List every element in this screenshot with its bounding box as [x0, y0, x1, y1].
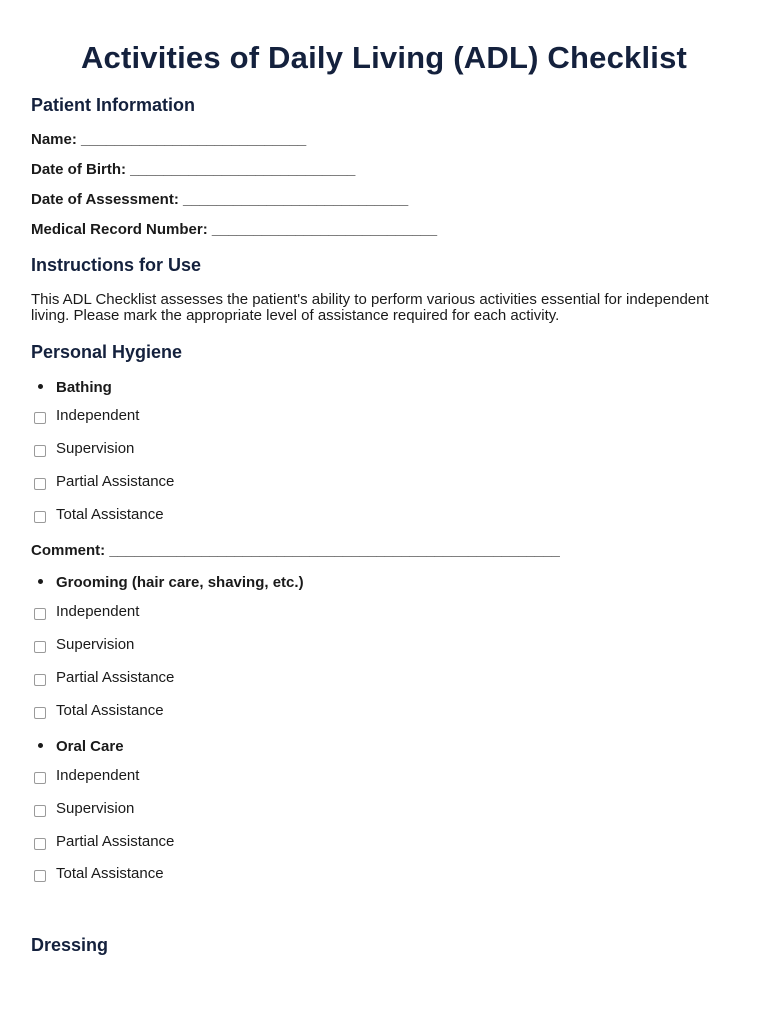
grooming-option-total-assistance[interactable] — [34, 702, 164, 719]
option-label[interactable]: Partial Assistance — [56, 473, 175, 490]
oral-care-label: Oral Care — [56, 738, 124, 755]
oral-care-option-total-assistance[interactable] — [34, 865, 164, 882]
checkbox-icon[interactable] — [34, 772, 46, 784]
personal-hygiene-heading: Personal Hygiene — [31, 342, 183, 362]
checkbox-icon[interactable] — [34, 838, 46, 850]
option-label[interactable]: Supervision — [56, 636, 135, 653]
option-label[interactable]: Independent — [56, 767, 140, 784]
checkbox-icon[interactable] — [34, 707, 46, 719]
bathing-option-supervision[interactable] — [34, 440, 134, 457]
grooming-option-supervision[interactable] — [34, 636, 134, 653]
checkbox-icon[interactable] — [34, 608, 46, 620]
date-of-birth-field[interactable]: Date of Birth: ___________________________ — [31, 161, 356, 178]
medical-record-number-field[interactable]: Medical Record Number: ___________________________ — [31, 221, 438, 238]
checkbox-icon[interactable] — [34, 412, 46, 424]
option-label[interactable]: Total Assistance — [56, 865, 164, 882]
bathing-option-partial-assistance[interactable] — [34, 473, 174, 490]
option-label[interactable]: Total Assistance — [56, 506, 164, 523]
oral-care-option-independent[interactable] — [34, 767, 139, 784]
option-label[interactable]: Supervision — [56, 440, 135, 457]
instructions-heading: Instructions for Use — [31, 255, 202, 275]
checkbox-icon[interactable] — [34, 445, 46, 457]
option-label[interactable]: Total Assistance — [56, 702, 164, 719]
checkbox-icon[interactable] — [34, 511, 46, 523]
patient-information-heading: Patient Information — [31, 95, 196, 115]
bathing-item — [38, 379, 112, 396]
checkbox-icon[interactable] — [34, 478, 46, 490]
bathing-option-independent[interactable] — [34, 407, 139, 424]
bullet-icon — [38, 743, 43, 748]
checkbox-icon[interactable] — [34, 674, 46, 686]
page-title: Activities of Daily Living (ADL) Checklist — [80, 40, 688, 75]
option-label[interactable]: Partial Assistance — [56, 669, 175, 686]
bathing-label: Bathing — [56, 379, 112, 396]
bathing-comment-field[interactable]: Comment: ______________________________________________________ — [31, 542, 560, 559]
oral-care-option-partial-assistance[interactable] — [34, 833, 174, 850]
checkbox-icon[interactable] — [34, 641, 46, 653]
date-of-assessment-field[interactable]: Date of Assessment: ___________________________ — [31, 191, 409, 208]
checkbox-icon[interactable] — [34, 805, 46, 817]
checkbox-icon[interactable] — [34, 870, 46, 882]
bathing-option-total-assistance[interactable] — [34, 506, 164, 523]
option-label[interactable]: Independent — [56, 603, 140, 620]
option-label[interactable]: Partial Assistance — [56, 833, 175, 850]
grooming-item — [38, 574, 304, 591]
instructions-text: This ADL Checklist assesses the patient's ability to perform various activities essential for independent living. Please mark the appropriate level of assistance required for each activity. — [31, 291, 709, 324]
oral-care-item — [38, 738, 124, 755]
option-label[interactable]: Independent — [56, 407, 140, 424]
grooming-option-partial-assistance[interactable] — [34, 669, 174, 686]
option-label[interactable]: Supervision — [56, 800, 135, 817]
bullet-icon — [38, 384, 43, 389]
name-field[interactable]: Name: ___________________________ — [31, 131, 307, 148]
grooming-option-independent[interactable] — [34, 603, 139, 620]
oral-care-option-supervision[interactable] — [34, 800, 134, 817]
dressing-heading: Dressing — [31, 935, 109, 955]
grooming-label: Grooming (hair care, shaving, etc.) — [56, 574, 304, 591]
bullet-icon — [38, 579, 43, 584]
